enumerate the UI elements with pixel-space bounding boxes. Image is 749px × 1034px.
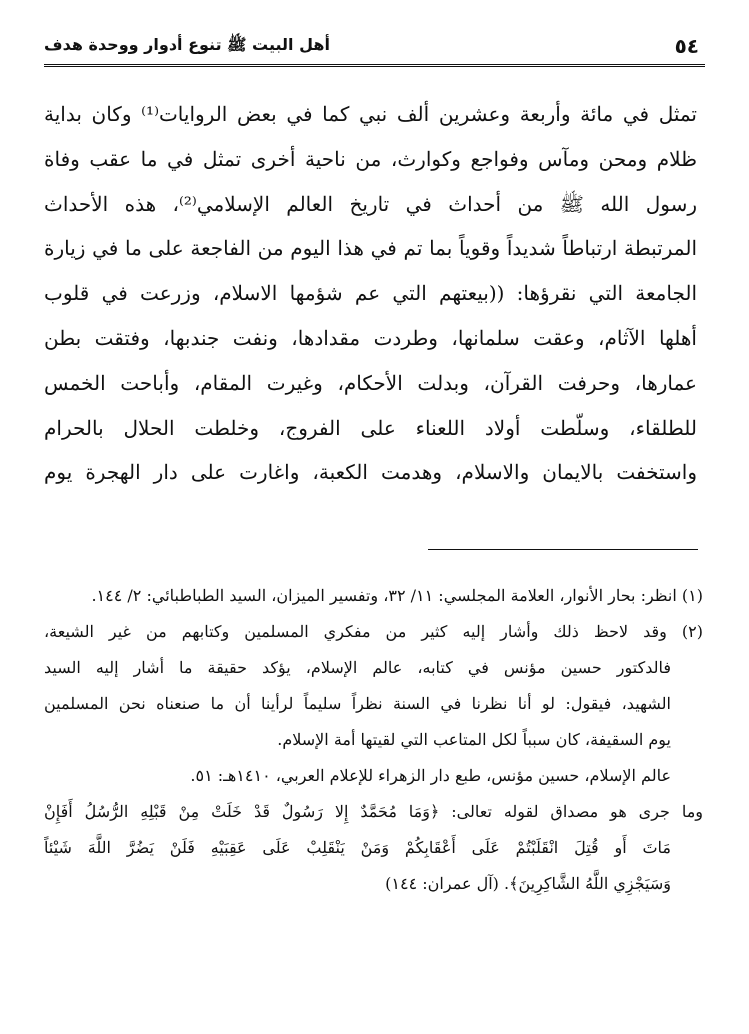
body-line: عمارها، وحرفت القرآن، وبدلت الأحكام، وغيرت المقام، وأباحت الخمس: [44, 370, 697, 395]
footnote-line: الشهيد، فيقول: لو أنا نظرنا في السنة نظراً سليماً لرأينا أن ما صنعناه نحن المسلمين: [44, 694, 671, 713]
footnote-line: عالم الإسلام، حسين مؤنس، طبع دار الزهراء للإعلام العربي، ١٤١٠هـ: ٥١.: [190, 766, 671, 785]
footnote-divider: [428, 549, 698, 550]
footnote-line: يوم السقيفة، كان سبباً لكل المتاعب التي لقيتها أمة الإسلام.: [277, 730, 671, 749]
header-rule: [44, 64, 705, 67]
body-line: أهلها الآثام، وعقت سلمانها، وطردت مقدادها، ونفت جندبها، وفتقت بطن: [44, 325, 697, 350]
body-line: ظلام ومحن ومآس وفواجع وكوارث، من ناحية أخرى تمثل في ما عقب وفاة: [44, 146, 697, 171]
footnote-line: فالدكتور حسين مؤنس في كتابه، عالم الإسلام، يؤكد حقيقة ما أشار إليه السيد: [44, 658, 671, 677]
body-text: [44, 92, 697, 495]
running-title: أهل البيت ﷺ تنوع أدوار ووحدة هدف: [44, 34, 330, 54]
body-line: تمثل في مائة وأربعة وعشرين ألف نبي كما في بعض الروايات⁽¹⁾ وكان بداية: [44, 102, 697, 126]
body-line: للطلقاء، وسلّطت أولاد اللعناء على الفروج، وخلطت الحلال بالحرام: [44, 415, 697, 440]
page-header: [44, 30, 699, 62]
body-line: رسول الله ﷺ من أحداث في تاريخ العالم الإسلامي⁽²⁾، هذه الأحداث: [44, 191, 697, 216]
footnotes: [44, 578, 703, 902]
body-line: واستخفت بالايمان والاسلام، وهدمت الكعبة، واغارت على دار الهجرة يوم: [44, 460, 697, 485]
footnote-line: مَاتَ أَو قُتِلَ انْقَلَبْتُمْ عَلَى أَعْقَابِكُمْ وَمَنْ يَنْقَلِبْ عَلَى عَقِبَيْهِ فَلَنْ يَضُرَّ اللَّهَ شَيْئاً: [44, 838, 672, 857]
footnote-line: (١) انظر: بحار الأنوار، العلامة المجلسي: ١١/ ٣٢، وتفسير الميزان، السيد الطباطبائي: ٢/ ١٤٤.: [91, 586, 703, 605]
page-number: ٥٤: [674, 34, 699, 58]
body-line: الجامعة التي نقرؤها: ((بيعتهم التي عم شؤمها الاسلام، وزرعت في قلوب: [44, 281, 697, 306]
footnote-line: (٢) وقد لاحظ ذلك وأشار إليه كثير من مفكري المسلمين وكتابهم من غير الشيعة،: [44, 622, 703, 641]
footnote-line: وما جرى هو مصداق لقوله تعالى: ﴿وَمَا مُحَمَّدٌ إِلا رَسُولٌ قَدْ خَلَتْ مِنْ قَبْلِهِ الرُّسُلُ أَفَإِنْ: [44, 802, 703, 821]
footnote-line: وَسَيَجْزِي اللَّهُ الشَّاكِرِينَ﴾. (آل عمران: ١٤٤): [385, 874, 671, 893]
body-line: المرتبطة ارتباطاً شديداً وقوياً بما تم في هذا اليوم من الفاجعة على ما في زيارة: [44, 236, 697, 261]
